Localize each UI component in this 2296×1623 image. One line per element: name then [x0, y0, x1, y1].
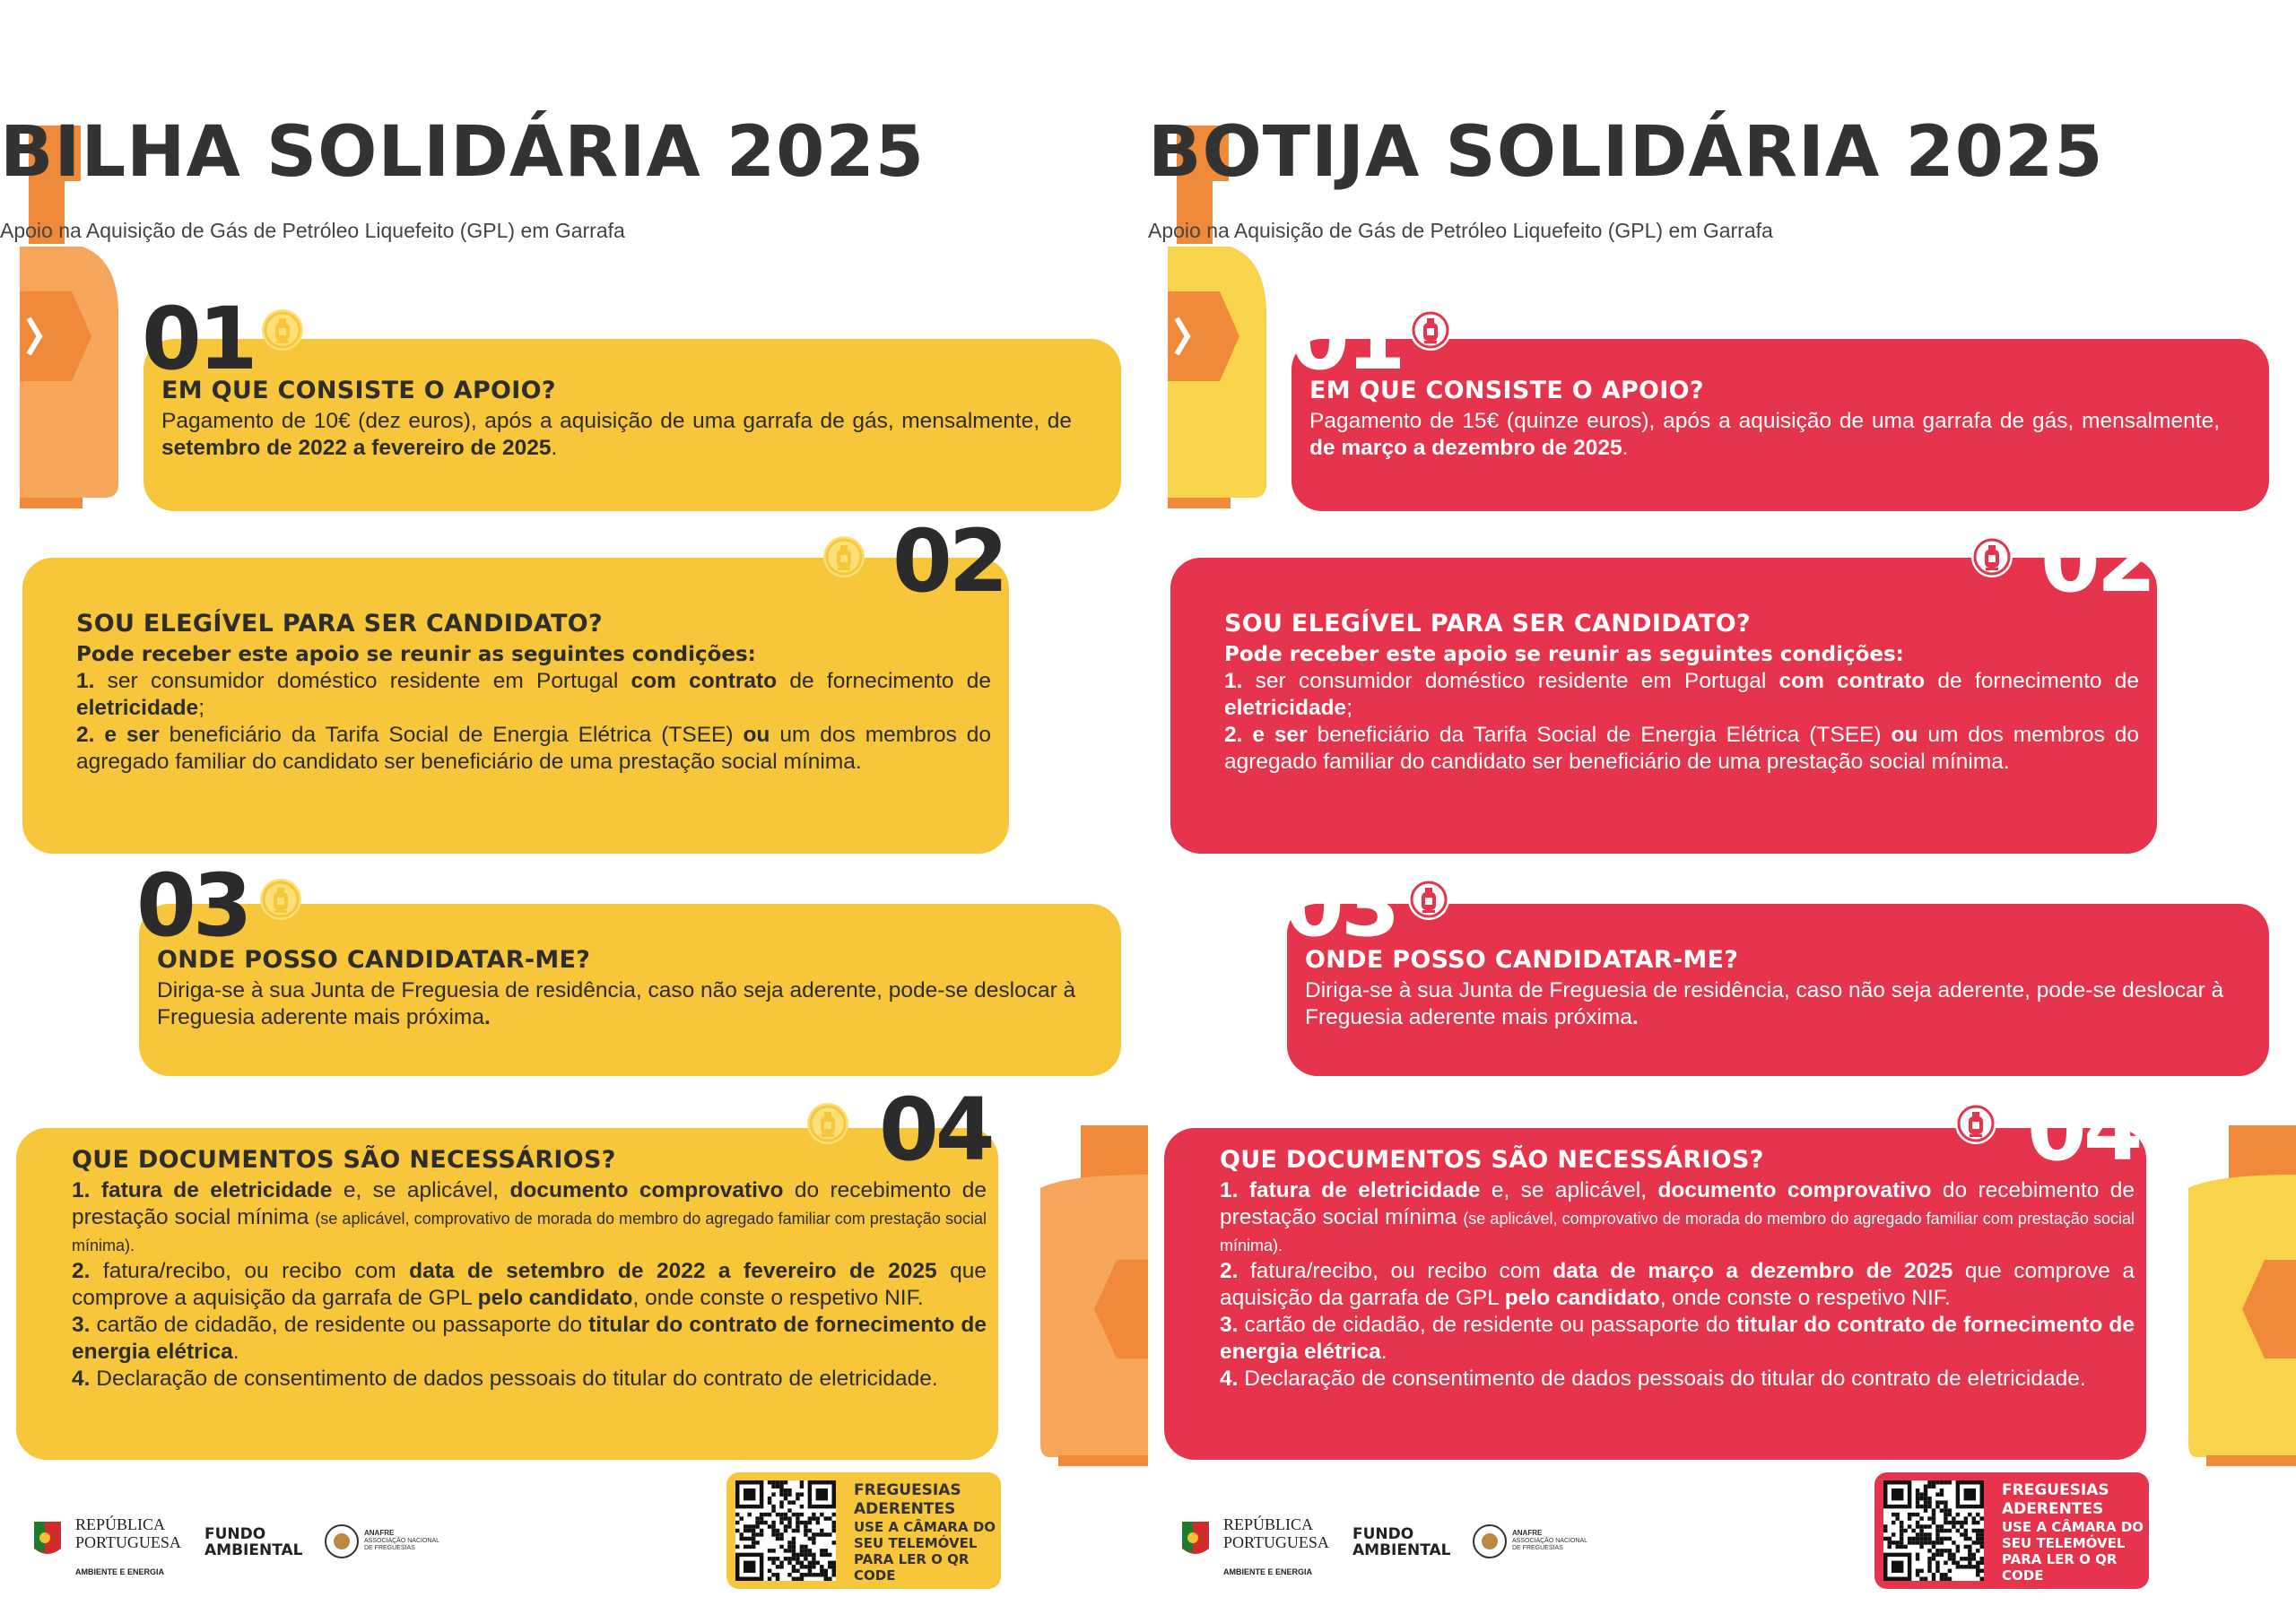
section-04-heading: QUE DOCUMENTOS SÃO NECESSÁRIOS? [72, 1146, 616, 1174]
section-02-condition-1: 1. ser consumidor doméstico residente em Portugal com contrato de fornecimento de eletricidade; [76, 669, 992, 720]
section-02 [76, 610, 991, 776]
section-03-heading: ONDE POSSO CANDIDATAR-ME? [157, 946, 591, 974]
section-04-document-2: 2. fatura/recibo, ou recibo com data de setembro de 2022 a fevereiro de 2025 que comprove a aquisição da garrafa de GPL pelo candidato, onde conste o respetivo NIF. [72, 1259, 987, 1310]
section-02-lead: Pode receber este apoio se reunir as seguintes condições: [1224, 643, 1904, 666]
section-03-number: 03 [136, 855, 249, 956]
anafre-seal-icon [325, 1524, 359, 1558]
gas-bottle-icon [1410, 309, 1451, 351]
flag-icon [34, 1522, 61, 1559]
qr-instructions: FREGUESIAS ADERENTES USE A CÂMARA DO SEU TELEMÓVEL PARA LER O QR CODE [2002, 1481, 2144, 1584]
qr-code[interactable] [735, 1480, 836, 1581]
section-03-heading: ONDE POSSO CANDIDATAR-ME? [1305, 946, 1739, 974]
section-04-number: 04 [879, 1080, 992, 1180]
poster-subtitle: Apoio na Aquisição de Gás de Petróleo Liquefeito (GPL) em Garrafa [0, 219, 625, 242]
section-01-text: Pagamento de 10€ (dez euros), após a aquisição de uma garrafa de gás, mensalmente, de setembro de 2022 a fevereiro de 2025. [161, 409, 1072, 460]
section-02-lead: Pode receber este apoio se reunir as seguintes condições: [76, 643, 756, 666]
section-04-document-4: 4. Declaração de consentimento de dados pessoais do titular do contrato de eletricidade. [1220, 1367, 2086, 1391]
section-01-number: 01 [142, 289, 255, 389]
qr-code-box [1874, 1472, 2149, 1589]
section-01-number: 01 [1290, 289, 1403, 389]
qr-instructions: FREGUESIAS ADERENTES USE A CÂMARA DO SEU TELEMÓVEL PARA LER O QR CODE [854, 1481, 996, 1584]
gas-bottle-icon [1408, 879, 1449, 920]
section-03-number: 03 [1284, 855, 1397, 956]
gas-bottle-icon [1971, 536, 2013, 577]
flag-icon [1182, 1522, 1209, 1559]
poster-title: BOTIJA SOLIDÁRIA 2025 [1148, 112, 2104, 193]
section-02 [1224, 610, 2139, 776]
gas-bottle-icon [807, 1103, 848, 1144]
section-01-heading: EM QUE CONSISTE O APOIO? [161, 377, 556, 404]
footer-logos: REPÚBLICA PORTUGUESA AMBIENTE E ENERGIA FUNDO AMBIENTAL ANAFRE ASSOCIAÇÃO NACIONAL DE FREGUESIAS [1148, 1515, 1650, 1587]
section-04-document-1: 1. fatura de eletricidade e, se aplicável, documento comprovativo do recebimento de prestação social mínima (se aplicável, comprovativo de morada do membro do agregado familiar com prestação social mínima). [1220, 1178, 2135, 1254]
section-04-document-2: 2. fatura/recibo, ou recibo com data de março a dezembro de 2025 que comprove a aquisição da garrafa de GPL pelo candidato, onde conste o respetivo NIF. [1220, 1259, 2135, 1310]
section-01 [1309, 377, 2220, 462]
gas-bottle-icon [823, 536, 865, 577]
section-04-document-3: 3. cartão de cidadão, de residente ou passaporte do titular do contrato de fornecimento de energia elétrica. [72, 1313, 987, 1364]
section-02-number: 02 [2040, 511, 2153, 612]
section-04-document-3: 3. cartão de cidadão, de residente ou passaporte do titular do contrato de fornecimento de energia elétrica. [1220, 1313, 2135, 1364]
section-04-document-4: 4. Declaração de consentimento de dados pessoais do titular do contrato de eletricidade. [72, 1367, 938, 1391]
fundo-ambiental-logo: FUNDO AMBIENTAL [1352, 1525, 1451, 1559]
section-01 [161, 377, 1072, 462]
poster-title: BILHA SOLIDÁRIA 2025 [0, 112, 925, 193]
footer-logos: REPÚBLICA PORTUGUESA AMBIENTE E ENERGIA FUNDO AMBIENTAL ANAFRE ASSOCIAÇÃO NACIONAL DE FREGUESIAS [0, 1515, 502, 1587]
section-02-number: 02 [892, 511, 1005, 612]
section-04-document-1: 1. fatura de eletricidade e, se aplicável, documento comprovativo do recebimento de prestação social mínima (se aplicável, comprovativo de morada do membro do agregado familiar com prestação social mínima). [72, 1178, 987, 1254]
section-03 [157, 946, 1076, 1031]
section-02-condition-1: 1. ser consumidor doméstico residente em Portugal com contrato de fornecimento de eletricidade; [1224, 669, 2140, 720]
section-04 [1220, 1146, 2135, 1393]
qr-code[interactable] [1883, 1480, 1984, 1581]
anafre-seal-icon [1473, 1524, 1507, 1558]
section-03-text: Diriga-se à sua Junta de Freguesia de residência, caso não seja aderente, pode-se deslocar à Freguesia aderente mais próxima. [1305, 978, 2224, 1029]
section-02-heading: SOU ELEGÍVEL PARA SER CANDIDATO? [1224, 610, 1751, 638]
section-04-heading: QUE DOCUMENTOS SÃO NECESSÁRIOS? [1220, 1146, 1764, 1174]
section-04 [72, 1146, 987, 1393]
section-02-condition-2: 2. e ser beneficiário da Tarifa Social de Energia Elétrica (TSEE) ou um dos membros do agregado familiar do candidato ser beneficiário de uma prestação social mínima. [76, 723, 991, 774]
section-03-text: Diriga-se à sua Junta de Freguesia de residência, caso não seja aderente, pode-se deslocar à Freguesia aderente mais próxima. [157, 978, 1076, 1029]
poster-subtitle: Apoio na Aquisição de Gás de Petróleo Liquefeito (GPL) em Garrafa [1148, 219, 1773, 242]
section-02-heading: SOU ELEGÍVEL PARA SER CANDIDATO? [76, 610, 603, 638]
section-02-condition-2: 2. e ser beneficiário da Tarifa Social de Energia Elétrica (TSEE) ou um dos membros do agregado familiar do candidato ser beneficiário de uma prestação social mínima. [1224, 723, 2139, 774]
section-01-heading: EM QUE CONSISTE O APOIO? [1309, 377, 1704, 404]
gas-bottle-icon [262, 309, 303, 351]
gas-bottle-icon [1955, 1103, 1996, 1144]
section-03 [1305, 946, 2224, 1031]
qr-code-box [726, 1472, 1001, 1589]
gas-bottle-decoration-bottom [1031, 1125, 1148, 1466]
section-01-text: Pagamento de 15€ (quinze euros), após a aquisição de uma garrafa de gás, mensalmente, de março a dezembro de 2025. [1309, 409, 2220, 460]
section-04-number: 04 [2027, 1080, 2140, 1180]
poster-botija-solidaria [1148, 0, 2296, 1623]
fundo-ambiental-logo: FUNDO AMBIENTAL [204, 1525, 303, 1559]
gas-bottle-icon [260, 879, 301, 920]
gas-bottle-decoration-bottom [2179, 1125, 2296, 1466]
